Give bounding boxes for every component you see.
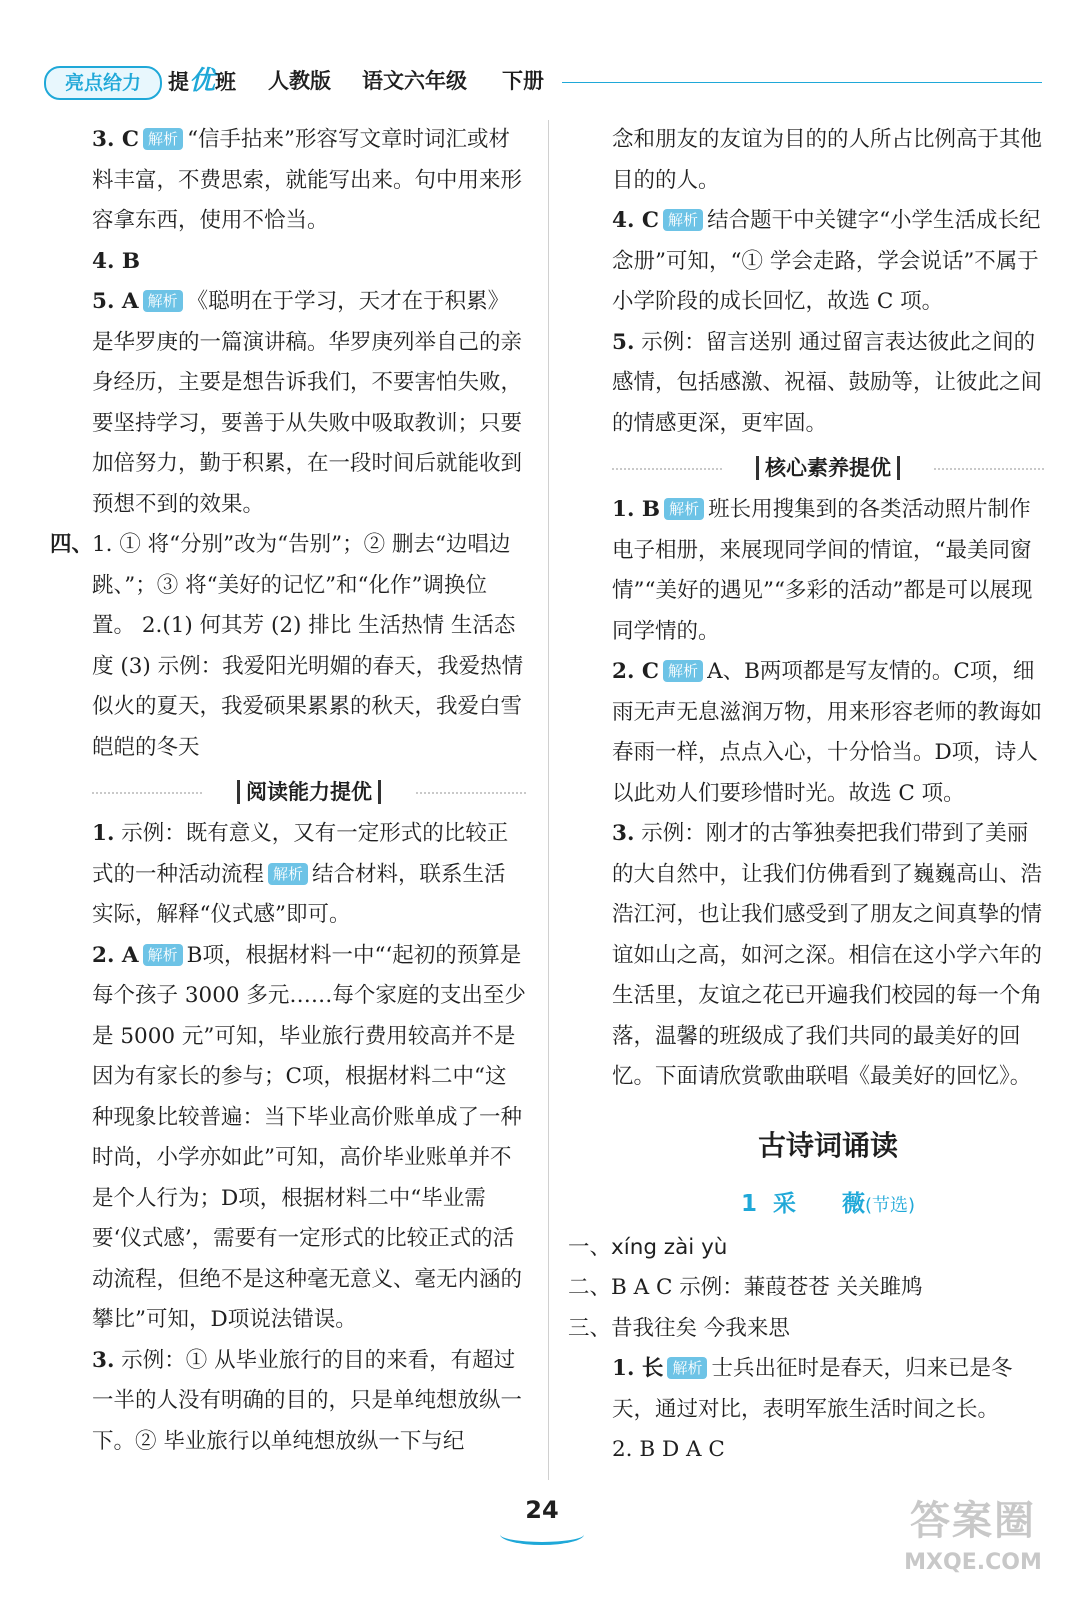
continued-text: 念和朋友的友谊为目的的人所占比例高于其他目的的人。 <box>612 127 1043 193</box>
answer-item <box>612 201 1044 323</box>
question-number: 5. <box>612 329 635 355</box>
answer-line: 三、昔我往矣 今我来思 <box>568 1315 790 1341</box>
analysis-text: 结合材料，联系生活实际，解释“仪式感”即可。 <box>92 861 506 927</box>
brand-logo: 亮点给力 <box>44 66 162 100</box>
dotted-rule <box>416 792 526 794</box>
analysis-tag: 解析 <box>268 863 308 885</box>
answer-item <box>612 1349 1044 1430</box>
analysis-tag: 解析 <box>667 1357 707 1379</box>
dotted-rule <box>92 792 202 794</box>
answer-text: 《聪明在于学习，天才在于积累》是华罗庚的一篇演讲稿。华罗庚列举自己的亲身经历，主要是想告诉我们，不要害怕失败，要坚持学习，要善于从失败中吸取教训；只要加倍努力，勤于积累，在一段时间后就能收到预想不到的效果。 <box>92 289 523 517</box>
page-number: 24 <box>525 1496 559 1524</box>
watermark-top: 答案圈 <box>910 1498 1036 1544</box>
edition-label: 人教版 <box>268 69 331 93</box>
analysis-tag: 解析 <box>143 290 183 312</box>
answer-text: 示例：留言送别 通过留言表达彼此之间的感情，包括感激、祝福、鼓励等，让彼此之间的情感更深，更牢固。 <box>612 329 1043 436</box>
question-number: 3. C <box>92 127 140 152</box>
answer-item <box>612 652 1044 814</box>
volume-label: 下册 <box>502 69 544 93</box>
answer-item <box>612 323 1044 445</box>
section-marker: 四、 <box>50 532 94 557</box>
subject-label: 语文六年级 <box>362 69 467 93</box>
answer-text: “信手拈来”形容写文章时词汇或材料丰富，不费思索，就能写出来。句中用来形容拿东西，使用不恰当。 <box>92 127 523 233</box>
lesson-number: 1 <box>740 1190 757 1217</box>
answer-text: 示例：既有意义，又有一定形式的比较正式的一种活动流程 <box>92 821 509 887</box>
section-four <box>50 525 526 768</box>
section-heading <box>612 448 1044 488</box>
answer-text: 士兵出征时是春天，归来已是冬天，通过对比，表明军旅生活时间之长。 <box>612 1356 1013 1422</box>
answer-text: B项，根据材料一中“‘起初的预算是每个孩子 3000 多元……每个家庭的支出至少是 5000 元”可知，毕业旅行费用较高并不是因为有家长的参与；C项，根据材料二中“这种现象比较普遍：当下毕业高价账单成了一种时尚，小学亦如此”可知，高价毕业账单并不是个人行为；D项，根据材料二中“毕业需要‘仪式感’，需要有一定形式的比较正式的活动流程，但绝不是这种毫无意义、毫无内涵的攀比”可知，D项说法错误。 <box>92 942 526 1332</box>
lesson-title <box>612 1184 1044 1226</box>
question-number: 2. A <box>92 942 139 968</box>
answer-item <box>92 814 526 936</box>
analysis-tag: 解析 <box>143 944 183 966</box>
header-rule <box>562 82 1042 83</box>
answer-text: 结合题干中关键字“小学生活成长纪念册”可知，“① 学会走路，学会说话”不属于小学阶段的成长回忆，故选 C 项。 <box>612 208 1041 314</box>
watermark-bottom: MXQE.COM <box>904 1550 1042 1575</box>
watermark <box>898 1494 1048 1594</box>
section-title: 阅读能力提优 <box>237 780 381 804</box>
answer-text: A、B两项都是写友情的。C项，细雨无声无息滋润万物，用来形容老师的教诲如春雨一样，点点入心，十分恰当。D项，诗人以此劝人们要珍惜时光。故选 C 项。 <box>612 659 1043 806</box>
answer-item <box>92 242 526 283</box>
right-column <box>568 120 1044 1471</box>
section-title: 核心素养提优 <box>756 456 900 480</box>
answer-item <box>92 1341 526 1463</box>
question-number: 2. C <box>612 659 660 684</box>
question-number: 3. <box>612 821 635 846</box>
answer-item <box>92 936 526 1341</box>
answer-text: 示例：① 从毕业旅行的目的来看，有超过一半的人没有明确的目的，只是单纯想放纵一下。② 毕业旅行以单纯想放纵一下与纪 <box>92 1347 523 1454</box>
series-part-b: 优 <box>189 66 216 96</box>
lesson-name: 采 薇 <box>772 1190 865 1217</box>
dotted-rule <box>934 468 1044 470</box>
answer-text: 示例：刚才的古筝独奏把我们带到了美丽的大自然中，让我们仿佛看到了巍巍高山、浩浩江河，也让我们感受到了朋友之间真挚的情谊如山之高，如河之深。相信在这小学六年的生活里，友谊之花已开遍我们校园的每一个角落，温馨的班级成了我们共同的最美好的回忆。下面请欣赏歌曲联唱《最美好的回忆》。 <box>612 821 1043 1089</box>
question-number: 1. <box>92 821 115 846</box>
answer-text: 班长用搜集到的各类活动照片制作电子相册，来展现同学间的情谊，“最美同窗情”“美好的遇见”“多彩的活动”都是可以展现同学情的。 <box>612 497 1033 644</box>
answer-item <box>92 282 526 525</box>
question-number: 5. A <box>92 289 139 314</box>
question-number: 4. C <box>612 208 660 233</box>
answer-item <box>612 490 1044 652</box>
question-number: 1. 长 <box>612 1356 664 1381</box>
question-number: 1. B <box>612 497 661 522</box>
answer-line: 一、xíng zài yù <box>568 1234 728 1260</box>
section-heading <box>92 772 526 812</box>
question-number: 4. B <box>92 248 141 274</box>
analysis-tag: 解析 <box>663 209 703 231</box>
analysis-tag: 解析 <box>663 660 703 682</box>
page-header <box>44 60 1044 104</box>
dotted-rule <box>612 468 722 470</box>
series-name <box>168 64 236 99</box>
left-column <box>50 120 526 1462</box>
answer-item <box>612 814 1044 1098</box>
chapter-title: 古诗词诵读 <box>757 1128 898 1162</box>
answer-line: 二、B A C 示例：蒹葭苍苍 关关雎鸠 <box>568 1275 923 1300</box>
lesson-note: (节选) <box>864 1194 916 1216</box>
column-divider <box>548 120 549 1480</box>
answer-line: 2. B D A C <box>612 1437 725 1462</box>
question-number: 3. <box>92 1347 115 1373</box>
series-part-c: 班 <box>215 70 237 94</box>
answer-text: 1. ① 将“分别”改为“告别”；② 删去“边唱边跳、”；③ 将“美好的记忆”和“化作”调换位置。 2.(1) 何其芳 (2) 排比 生活热情 生活态度 (3) 示例：我爱阳光明媚的春天，我爱热情似火的夏天，我爱硕果累累的秋天，我爱白雪皑皑的冬天 <box>92 532 524 760</box>
page-number-swoosh <box>500 1524 584 1545</box>
analysis-tag: 解析 <box>143 128 183 150</box>
answer-item <box>92 120 526 242</box>
series-part-a: 提 <box>168 70 189 94</box>
analysis-tag: 解析 <box>664 498 704 520</box>
